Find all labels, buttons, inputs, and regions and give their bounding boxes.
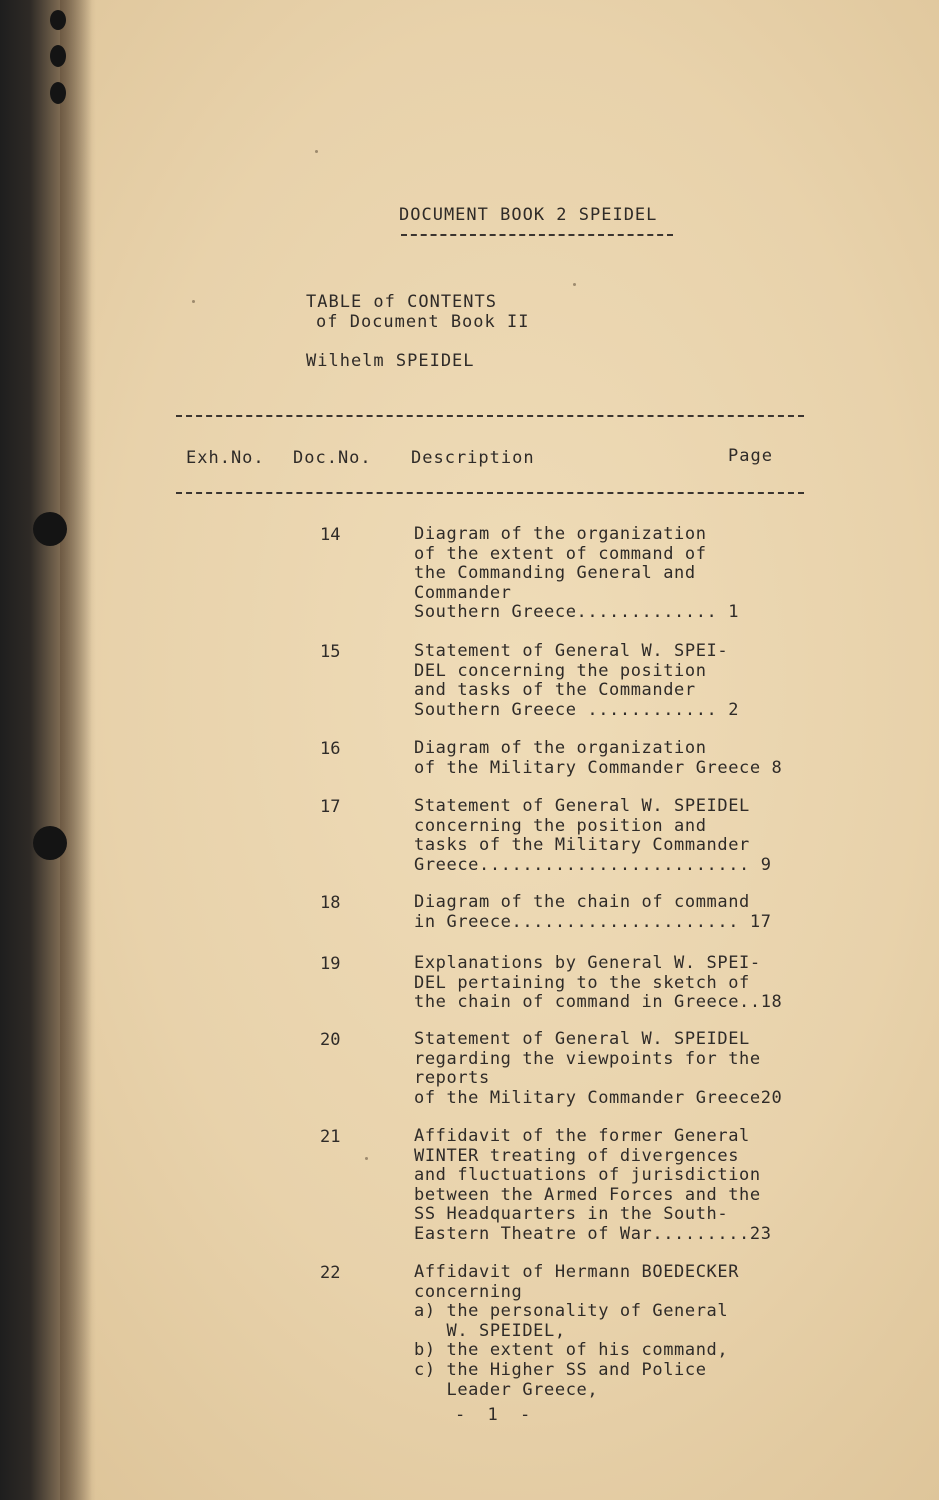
col-doc-header: Doc.No.	[293, 448, 372, 468]
header-rule-top	[176, 415, 804, 417]
entry-description: Statement of General W. SPEIDEL regarding the viewpoints for the reports of the Military Commander Greece20	[414, 1029, 783, 1108]
entry-description: Statement of General W. SPEI- DEL concerning the position and tasks of the Commander Southern Greece ............ 2	[414, 641, 740, 720]
col-exh-header: Exh.No.	[186, 448, 265, 468]
punch-hole	[33, 512, 67, 546]
entry-description: Explanations by General W. SPEI- DEL pertaining to the sketch of the chain of command in Greece..18	[414, 953, 783, 1013]
doc-number: 20	[320, 1030, 341, 1050]
doc-number: 22	[320, 1263, 341, 1283]
doc-number: 18	[320, 893, 341, 913]
person-name: Wilhelm SPEIDEL	[306, 351, 475, 371]
entry-description: Affidavit of Hermann BOEDECKER concerning a) the personality of General W. SPEIDEL, b) the extent of his command, c) the Higher SS and Police Leader Greece,	[414, 1262, 740, 1400]
entry-description: Affidavit of the former General WINTER treating of divergences and fluctuations of jurisdiction between the Armed Forces and the SS Headquarters in the South- Eastern Theatre of War.........23	[414, 1126, 772, 1244]
binder-hole	[50, 45, 66, 67]
doc-number: 15	[320, 642, 341, 662]
paper-speck	[365, 1157, 368, 1160]
binder-hole	[50, 82, 66, 104]
paper-speck	[573, 283, 576, 286]
doc-number: 21	[320, 1127, 341, 1147]
entry-description: Diagram of the organization of the Military Commander Greece 8	[414, 738, 783, 778]
entry-description: Diagram of the organization of the extent of command of the Commanding General and Commander Southern Greece............. 1	[414, 524, 740, 623]
punch-hole	[33, 826, 67, 860]
paper-speck	[315, 150, 318, 153]
paper-speck	[192, 300, 195, 303]
toc-heading: TABLE of CONTENTS	[306, 292, 497, 312]
doc-number: 17	[320, 797, 341, 817]
binding-shadow	[60, 0, 96, 1500]
title-underline	[401, 234, 673, 236]
entry-description: Diagram of the chain of command in Greece..................... 17	[414, 892, 772, 932]
toc-subheading: of Document Book II	[316, 312, 530, 332]
col-description-header: Description	[411, 448, 535, 468]
doc-number: 14	[320, 525, 341, 545]
doc-number: 16	[320, 739, 341, 759]
entry-description: Statement of General W. SPEIDEL concerning the position and tasks of the Military Commander Greece......................... 9	[414, 796, 772, 875]
page-number: - 1 -	[455, 1405, 537, 1425]
doc-number: 19	[320, 954, 341, 974]
binder-hole	[50, 10, 66, 30]
col-page-header: Page	[728, 446, 773, 466]
document-title: DOCUMENT BOOK 2 SPEIDEL	[399, 205, 658, 225]
header-rule-bottom	[176, 492, 804, 494]
